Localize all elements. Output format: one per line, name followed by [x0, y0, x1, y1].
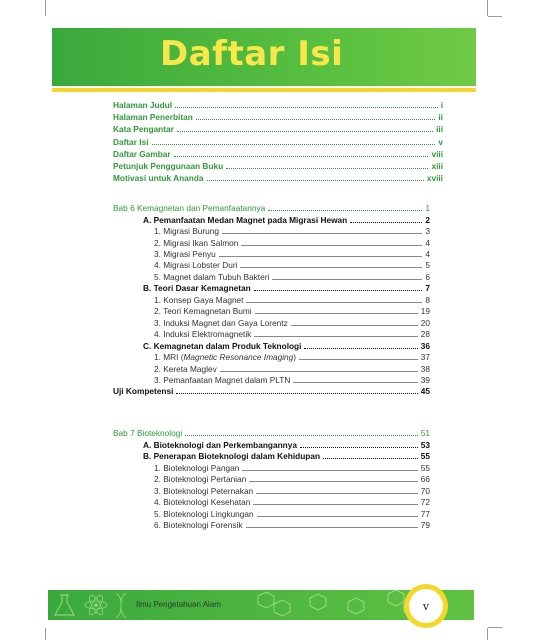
- toc-entry: [154, 224, 430, 236]
- toc-entry-page: 20: [420, 317, 430, 328]
- toc-entry: [154, 236, 430, 248]
- toc-entry-page: 7: [425, 283, 430, 294]
- toc-entry-label: Daftar Isi: [113, 136, 149, 147]
- toc-entry-label: Bab 7 Bioteknologi: [113, 428, 183, 438]
- dot-leader: [299, 359, 418, 360]
- toc-entry-page: 38: [420, 363, 430, 374]
- toc-entry: [113, 201, 430, 213]
- toc-entry: [143, 449, 430, 461]
- toc-entry-label-suffix: ): [293, 352, 297, 363]
- atom-icon: [85, 593, 107, 616]
- hexagon-pattern: [258, 590, 420, 616]
- toc-entry-label: 1. Migrasi Burung: [154, 226, 220, 237]
- flask-icon: [55, 595, 74, 615]
- toc-entry-label: C. Kemagnetan dalam Produk Teknologi: [143, 340, 302, 351]
- toc-entry-label: Petunjuk Penggunaan Buku: [113, 161, 224, 171]
- dot-leader: [323, 458, 418, 459]
- toc-entry-page: 36: [420, 340, 430, 351]
- toc-entry: [113, 426, 430, 438]
- toc-entry-label: 2. Teori Kemagnetan Bumi: [154, 306, 252, 317]
- toc-entry-label: 3. Induksi Magnet dan Gaya Lorentz: [154, 317, 288, 328]
- toc-entry-page: v: [438, 136, 443, 147]
- dot-leader: [241, 245, 422, 246]
- page-number-badge: [404, 584, 448, 628]
- toc-entry-label: 1. Konsep Gaya Magnet: [154, 294, 244, 305]
- toc-entry: [113, 171, 443, 183]
- toc-entry: [143, 438, 430, 450]
- dot-leader: [196, 119, 436, 120]
- toc-entry-page: 3: [425, 226, 430, 237]
- dot-leader: [152, 144, 436, 145]
- dot-leader: [219, 256, 423, 257]
- toc-entry-page: 66: [420, 474, 430, 485]
- toc-entry-page: xiii: [431, 161, 443, 171]
- toc-entry: [143, 339, 430, 351]
- dot-leader: [246, 527, 418, 528]
- toc-entry-page: 51: [420, 428, 430, 438]
- toc-entry: [154, 304, 430, 316]
- toc-entry: [113, 98, 443, 110]
- toc-entry-label: 2. Bioteknologi Pertanian: [154, 474, 247, 485]
- toc-entry: [154, 350, 430, 362]
- toc-entry-label: 5. Magnet dalam Tubuh Bakteri: [154, 271, 270, 282]
- toc-entry-page: 8: [425, 294, 430, 305]
- toc-entry-label: 2. Migrasi Ikan Salmon: [154, 237, 239, 248]
- toc-entry: [113, 147, 443, 159]
- crop-mark: [487, 628, 488, 640]
- toc-entry: [154, 327, 430, 339]
- dot-leader: [207, 180, 424, 181]
- toc-entry: [154, 258, 430, 270]
- toc-entry: [154, 472, 430, 484]
- toc-entry-label: Halaman Penerbitan: [113, 112, 193, 123]
- toc-entry-label: 5. Bioteknologi Lingkungan: [154, 508, 254, 519]
- dna-icon: [116, 593, 126, 618]
- toc-entry-label: Bab 6 Kemagnetan dan Pemanfaatannya: [113, 203, 266, 213]
- dot-leader: [257, 516, 418, 517]
- toc-entry: [154, 495, 430, 507]
- toc-entry-label: 6. Bioteknologi Forensik: [154, 519, 243, 530]
- dot-leader: [242, 470, 417, 471]
- dot-leader: [256, 493, 418, 494]
- toc-entry-page: 79: [420, 519, 430, 530]
- dot-leader: [272, 279, 422, 280]
- page-number: v: [409, 589, 443, 623]
- toc-entry-label: Motivasi untuk Ananda: [113, 173, 204, 184]
- toc-entry-page: 55: [420, 451, 430, 462]
- toc-entry-label: Uji Kompetensi: [113, 386, 174, 397]
- crop-mark: [488, 627, 502, 628]
- toc-entry-label: B. Penerapan Bioteknologi dalam Kehidupan: [143, 451, 321, 462]
- dot-leader: [185, 435, 418, 436]
- toc-entry-label: Kata Pengantar: [113, 124, 174, 135]
- toc-entry-page: 77: [420, 508, 430, 519]
- toc-entry: [154, 373, 430, 385]
- toc-entry: [113, 159, 443, 171]
- toc-entry: [154, 461, 430, 473]
- toc-entry-label: Daftar Gambar: [113, 148, 171, 159]
- toc-entry-label: 3. Bioteknologi Peternakan: [154, 485, 254, 496]
- toc-entry-label-prefix: 1. MRI (: [154, 352, 184, 363]
- toc-entry-page: 70: [420, 485, 430, 496]
- dot-leader: [240, 267, 422, 268]
- dot-leader: [268, 210, 422, 211]
- toc-entry-page: xviii: [426, 173, 443, 184]
- dot-leader: [220, 371, 418, 372]
- toc-entry-page: 72: [420, 497, 430, 508]
- dot-leader: [291, 325, 418, 326]
- dot-leader: [304, 348, 417, 349]
- dot-leader: [293, 382, 417, 383]
- toc-entry-page: viii: [431, 148, 443, 159]
- toc-entry-page: ii: [438, 112, 443, 123]
- toc-entry-page: 19: [420, 306, 430, 317]
- toc-entry: [143, 281, 430, 293]
- toc-entry: [154, 316, 430, 328]
- dot-leader: [255, 313, 418, 314]
- page-title: Daftar Isi: [160, 34, 344, 74]
- toc-entry-label: 2. Kereta Maglev: [154, 363, 217, 374]
- toc-entry-label: 4. Bioteknologi Kesehatan: [154, 497, 251, 508]
- toc-entry: [154, 293, 430, 305]
- dot-leader: [177, 131, 433, 132]
- toc-entry-page: 55: [420, 462, 430, 473]
- toc-entry: [154, 362, 430, 374]
- dot-leader: [176, 393, 417, 394]
- toc-entry: [154, 507, 430, 519]
- dot-leader: [350, 222, 422, 223]
- toc-entry-page: 53: [420, 439, 430, 450]
- toc-entry-page: 4: [425, 249, 430, 259]
- crop-mark: [45, 628, 46, 640]
- toc-entry: [113, 135, 443, 147]
- toc-entry-page: 39: [420, 375, 430, 385]
- toc-entry: [154, 247, 430, 259]
- toc-entry-page: 2: [425, 214, 430, 225]
- toc-entry: [113, 384, 430, 396]
- toc-entry-label: 3. Migrasi Penyu: [154, 249, 216, 259]
- toc-entry-page: 28: [420, 329, 430, 340]
- toc-entry-label: 4. Migrasi Lobster Duri: [154, 260, 238, 271]
- toc-entry: [154, 270, 430, 282]
- footer-subject: Ilmu Pengetahuan Alam: [136, 600, 221, 609]
- toc-entry: [143, 213, 430, 225]
- toc-entry: [154, 484, 430, 496]
- toc-entry: [113, 110, 443, 122]
- toc-entry-label: Halaman Judul: [113, 100, 173, 110]
- toc-entry-label: 1. Bioteknologi Pangan: [154, 462, 240, 473]
- dot-leader: [226, 168, 428, 169]
- toc-entry-page: 37: [420, 352, 430, 363]
- toc-entry-label: A. Pemanfaatan Medan Magnet pada Migrasi Hewan: [143, 214, 348, 225]
- toc-entry-page: 45: [420, 386, 430, 397]
- toc-entry-page: 4: [425, 237, 430, 248]
- toc-entry: [154, 518, 430, 530]
- dot-leader: [175, 107, 438, 108]
- dot-leader: [222, 233, 422, 234]
- dot-leader: [300, 447, 418, 448]
- toc-entry-page: iii: [436, 124, 443, 135]
- dot-leader: [254, 336, 417, 337]
- toc-entry-page: i: [440, 100, 443, 110]
- toc-entry: [113, 122, 443, 134]
- toc-entry-label: A. Bioteknologi dan Perkembangannya: [143, 439, 297, 450]
- dot-leader: [254, 290, 423, 291]
- toc-entry-page: 6: [425, 271, 430, 282]
- dot-leader: [246, 302, 422, 303]
- toc-entry-page: 1: [425, 203, 430, 213]
- toc-entry-page: 5: [425, 260, 430, 271]
- dot-leader: [174, 156, 429, 157]
- toc-entry-label: B. Teori Dasar Kemagnetan: [143, 283, 251, 294]
- dot-leader: [249, 481, 418, 482]
- toc-entry-label: 4. Induksi Elektromagnetik: [154, 329, 252, 340]
- toc-entry-label: 3. Pemanfaatan Magnet dalam PLTN: [154, 375, 291, 385]
- dot-leader: [253, 504, 417, 505]
- toc-entry-label-italic: Magnetic Resonance Imaging: [183, 352, 294, 363]
